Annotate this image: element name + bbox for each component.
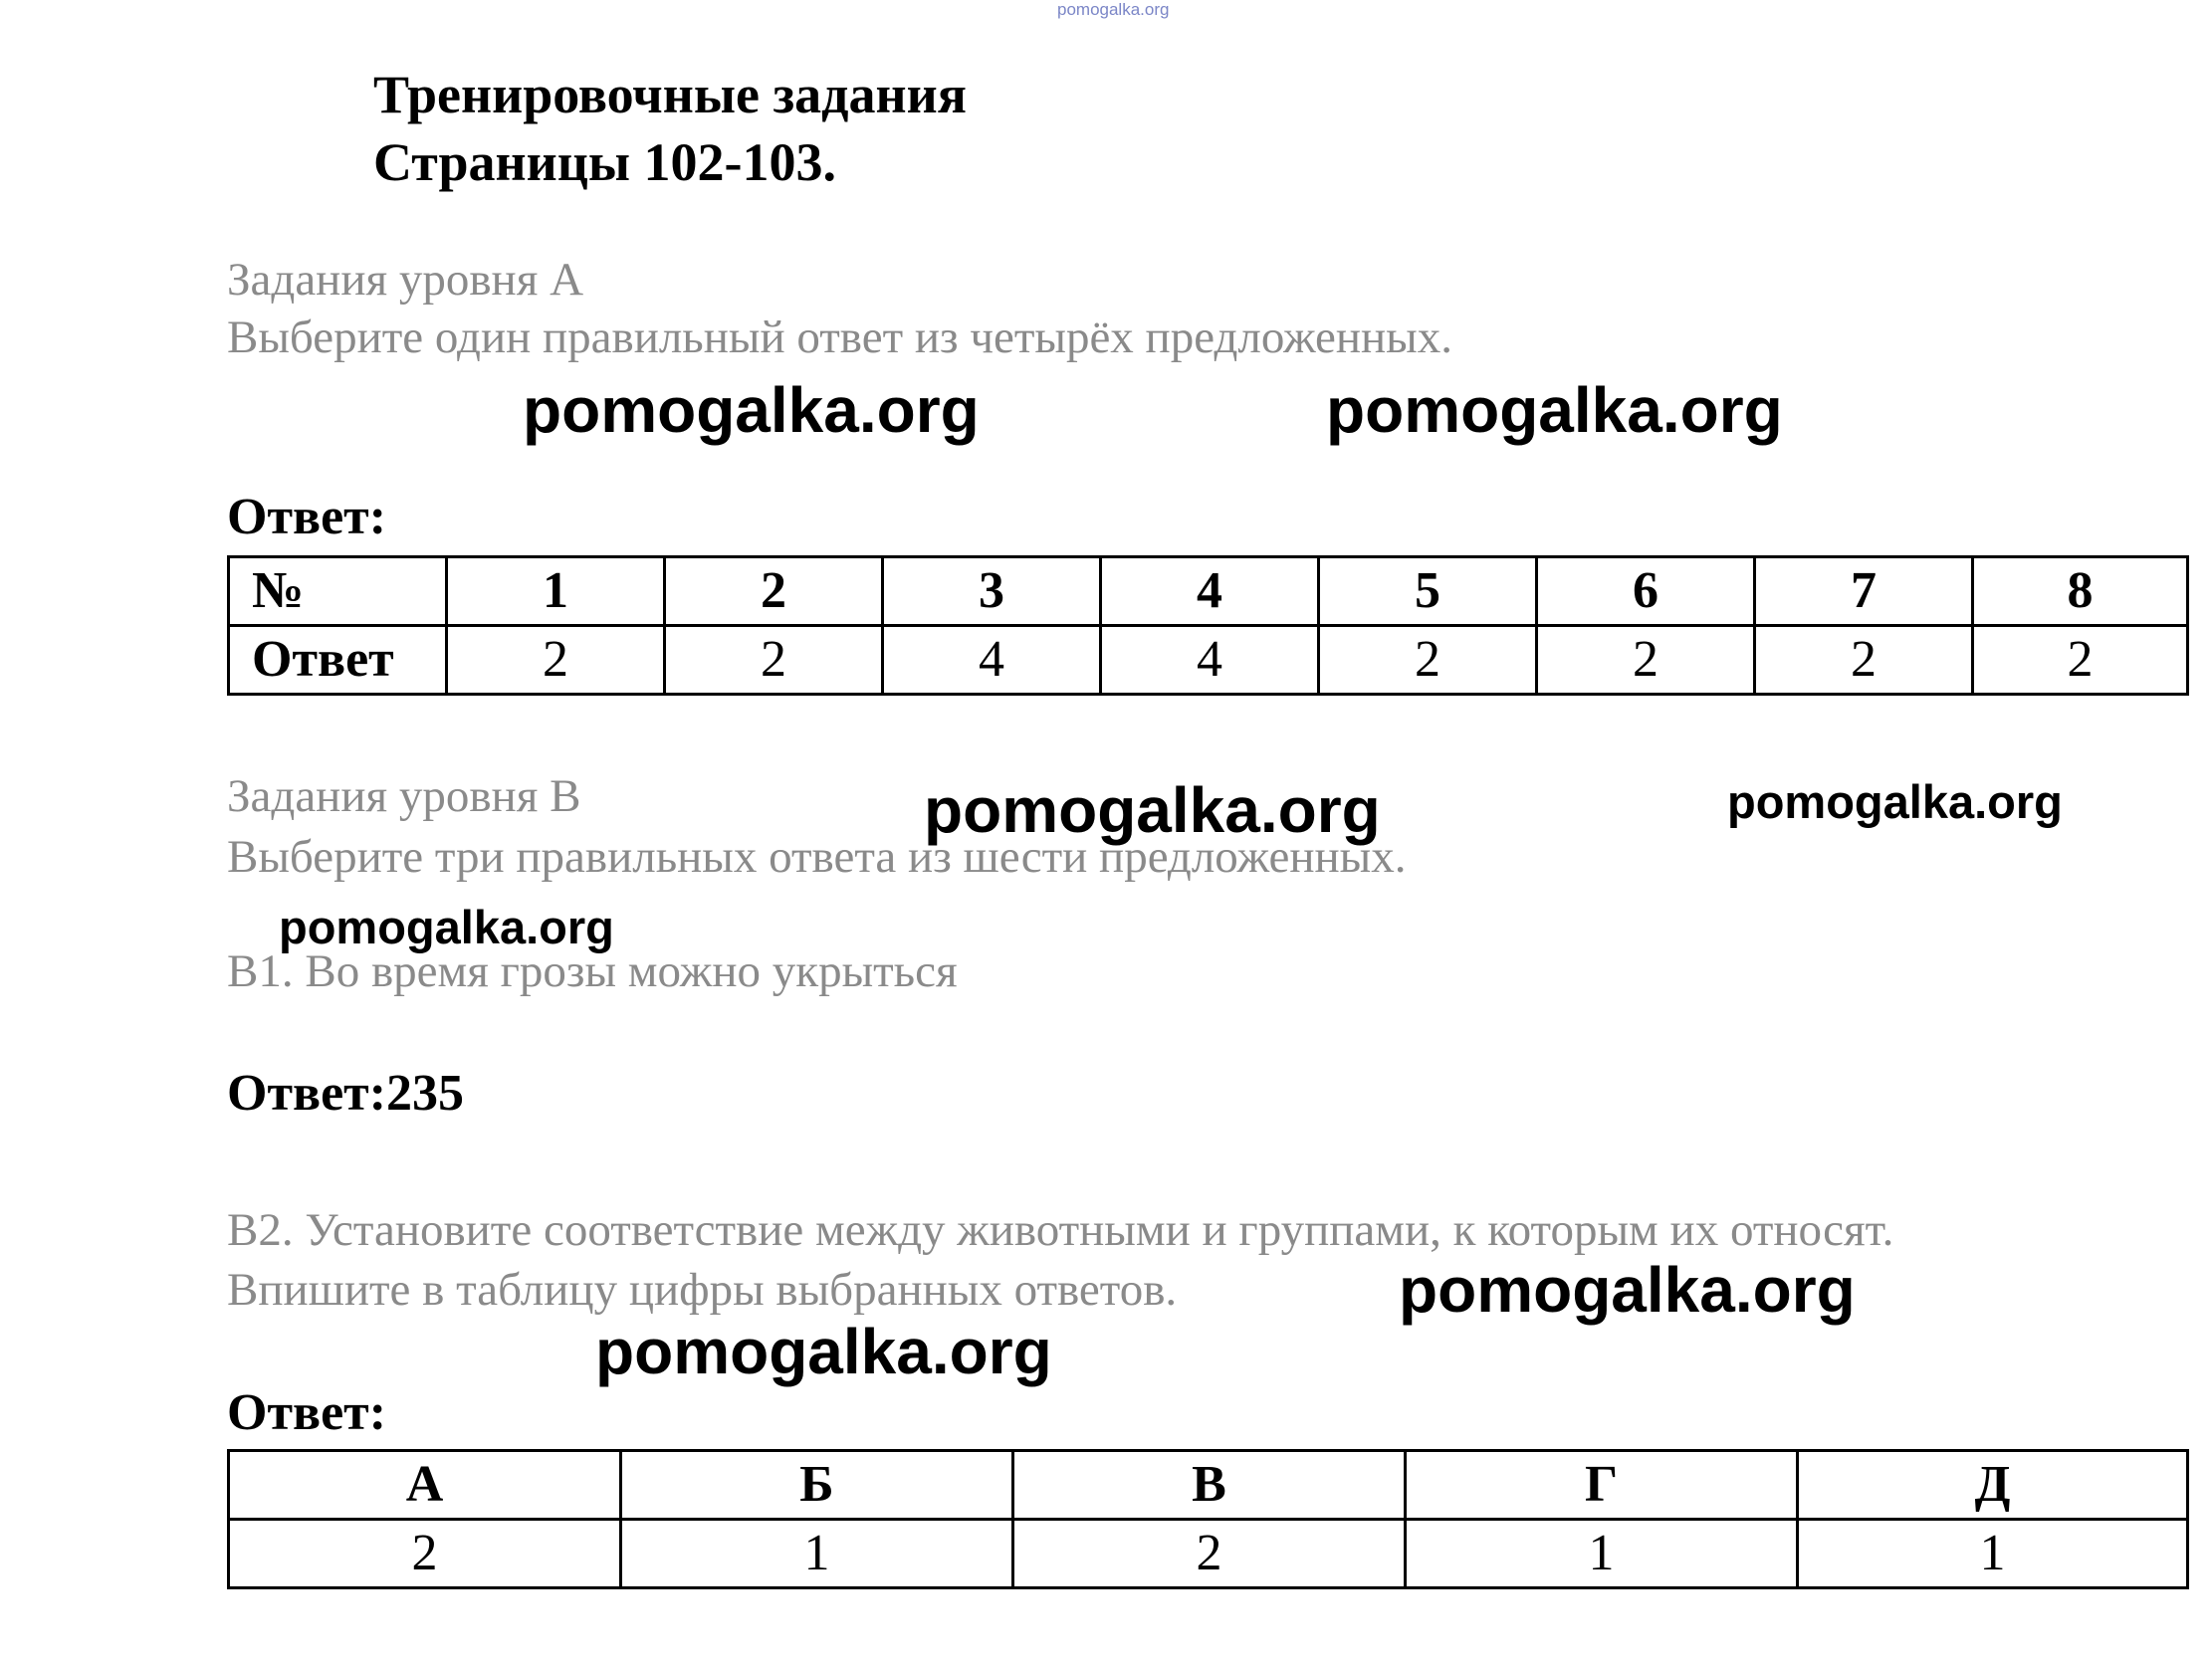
top-watermark: pomogalka.org — [1057, 0, 1170, 19]
table-cell: 7 — [1755, 557, 1973, 626]
table-cell: В — [1013, 1451, 1406, 1520]
table-cell: 2 — [665, 626, 883, 695]
table-cell: 2 — [447, 626, 665, 695]
watermark: pomogalka.org — [1326, 374, 1783, 446]
question-b1: В1. Во время грозы можно укрыться — [227, 945, 958, 997]
table-cell: 2 — [1973, 626, 2188, 695]
table-cell: Д — [1798, 1451, 2188, 1520]
table-cell: 3 — [883, 557, 1101, 626]
table-cell: 2 — [1537, 626, 1755, 695]
watermark: pomogalka.org — [1727, 775, 2063, 828]
table-cell: 6 — [1537, 557, 1755, 626]
table-cell: Г — [1406, 1451, 1798, 1520]
table-cell: 4 — [1101, 557, 1319, 626]
table-cell: 2 — [1013, 1520, 1406, 1588]
page-title-line2: Страницы 102-103. — [373, 132, 836, 192]
table-cell: 1 — [447, 557, 665, 626]
page-title-line1: Тренировочные задания — [373, 65, 967, 124]
answer-b1: Ответ:235 — [227, 1065, 465, 1122]
watermark: pomogalka.org — [1399, 1254, 1856, 1326]
section-a-heading: Задания уровня А — [227, 254, 584, 306]
table-b2-header-row — [229, 1451, 2188, 1520]
table-cell: 2 — [229, 1520, 621, 1588]
answers-table-b2 — [227, 1449, 2189, 1589]
section-a-instruction: Выберите один правильный ответ из четырёх предложенных. — [227, 312, 1452, 363]
watermark: pomogalka.org — [279, 901, 614, 953]
table-cell: А — [229, 1451, 621, 1520]
table-cell: 1 — [1798, 1520, 2188, 1588]
table-a-header-row — [229, 557, 2188, 626]
watermark: pomogalka.org — [924, 774, 1381, 846]
table-cell: 4 — [883, 626, 1101, 695]
table-cell: 8 — [1973, 557, 2188, 626]
section-b-heading: Задания уровня В — [227, 770, 581, 822]
table-cell: 4 — [1101, 626, 1319, 695]
table-b2-answer-row — [229, 1520, 2188, 1588]
answer-label-b2: Ответ: — [227, 1384, 387, 1441]
section-b-instruction: Выберите три правильных ответа из шести предложенных. — [227, 831, 1407, 883]
watermark: pomogalka.org — [595, 1316, 1052, 1387]
table-cell: 2 — [1319, 626, 1537, 695]
answers-table-a — [227, 555, 2189, 696]
table-cell: Ответ — [229, 626, 447, 695]
table-cell: 5 — [1319, 557, 1537, 626]
table-cell: № — [229, 557, 447, 626]
table-cell: 2 — [665, 557, 883, 626]
watermark: pomogalka.org — [523, 374, 980, 446]
table-cell: 1 — [1406, 1520, 1798, 1588]
table-cell: 2 — [1755, 626, 1973, 695]
answer-label-a: Ответ: — [227, 489, 387, 545]
question-b2-line2: Впишите в таблицу цифры выбранных ответов. — [227, 1264, 1178, 1316]
question-b2-line1: В2. Установите соответствие между животными и группами, к которым их относят. — [227, 1204, 1894, 1256]
table-a-answer-row — [229, 626, 2188, 695]
table-cell: 1 — [621, 1520, 1013, 1588]
table-cell: Б — [621, 1451, 1013, 1520]
